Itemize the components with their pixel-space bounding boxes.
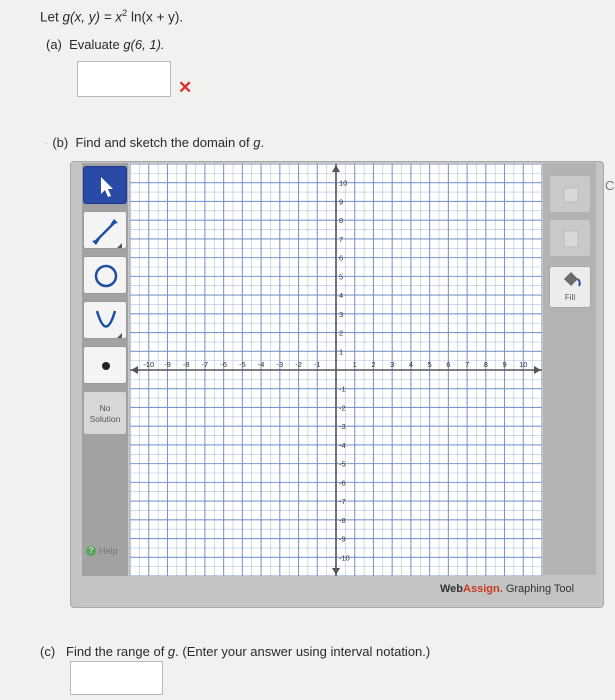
problem-statement: Let g(x, $y) = x^2$ ln(x + y). xyxy=(40,8,184,25)
y-tick-label: -6 xyxy=(339,478,346,488)
x-tick-label: -7 xyxy=(201,360,209,369)
clear-all-button[interactable] xyxy=(549,219,591,257)
x-tick-label: -4 xyxy=(257,360,265,369)
y-tick-label: -4 xyxy=(339,440,346,450)
y-tick-label: 6 xyxy=(339,253,344,263)
part-b-prompt: · (b) Find and sketch the domain of g. xyxy=(44,135,265,150)
delete-tool-button[interactable] xyxy=(549,175,591,213)
part-c-answer-input[interactable] xyxy=(70,661,163,695)
y-tick-label: 10 xyxy=(339,178,348,188)
help-icon: ? xyxy=(86,546,96,556)
no-solution-label-line1: No xyxy=(99,403,111,413)
y-tick-label: -10 xyxy=(339,553,350,563)
webassign-branding: WebAssign. Graphing Tool xyxy=(440,583,575,595)
fill-label: Fill xyxy=(564,293,576,302)
coordinate-grid[interactable] xyxy=(130,164,542,576)
x-tick-label: -10 xyxy=(143,360,155,369)
paint-bucket-icon xyxy=(550,267,592,293)
x-tick-label: 8 xyxy=(483,360,488,369)
help-link[interactable] xyxy=(86,546,118,556)
line-segment-icon xyxy=(84,212,128,250)
x-tick-label: 4 xyxy=(408,360,413,369)
x-axis-arrow-right xyxy=(534,366,541,374)
x-tick-label: -9 xyxy=(164,360,171,369)
no-solution-label-line2: Solution xyxy=(89,414,121,424)
x-tick-label: 5 xyxy=(427,360,432,369)
part-a-answer-input[interactable] xyxy=(77,61,171,97)
eraser-icon xyxy=(550,176,592,214)
x-tick-label: 10 xyxy=(519,360,528,369)
y-tick-label: -7 xyxy=(339,497,346,507)
y-tick-label: 4 xyxy=(339,291,344,301)
y-tick-label: 8 xyxy=(339,216,344,226)
circle-tool-button[interactable] xyxy=(83,256,127,294)
y-tick-label: -1 xyxy=(339,384,346,394)
trash-icon xyxy=(550,220,592,258)
x-tick-label: -2 xyxy=(295,360,302,369)
graph-canvas[interactable] xyxy=(130,164,542,576)
y-axis-arrow-down xyxy=(332,568,340,575)
y-tick-label: -3 xyxy=(339,422,346,432)
y-tick-label: 2 xyxy=(339,328,344,338)
incorrect-x-icon: ✕ xyxy=(178,78,193,97)
y-tick-label: 7 xyxy=(339,234,344,244)
parabola-icon xyxy=(84,302,128,340)
part-a-prompt: (a) Evaluate g(6, 1). xyxy=(46,37,165,52)
y-tick-label: -8 xyxy=(339,515,346,525)
y-tick-label: 3 xyxy=(339,309,344,319)
x-tick-label: -5 xyxy=(239,360,246,369)
y-axis-arrow-up xyxy=(332,165,340,172)
cut-off-text: C xyxy=(605,178,615,193)
part-c-prompt: (c) Find the range of g. (Enter your answer using interval notation.) xyxy=(40,644,431,659)
y-tick-label: -2 xyxy=(339,403,346,413)
y-tick-label: -5 xyxy=(339,459,346,469)
pointer-tool-button[interactable] xyxy=(83,166,127,204)
pointer-icon xyxy=(84,167,128,205)
help-label: Help xyxy=(99,546,118,556)
x-tick-label: 2 xyxy=(371,360,376,369)
bullet-dot: · xyxy=(44,135,49,150)
x-tick-label: -8 xyxy=(182,360,190,369)
no-solution-button[interactable] xyxy=(83,391,127,435)
x-tick-label: 7 xyxy=(465,360,470,369)
y-tick-label: 9 xyxy=(339,197,344,207)
point-tool-button[interactable] xyxy=(83,346,127,384)
parabola-tool-button[interactable] xyxy=(83,301,127,339)
y-tick-label: 1 xyxy=(339,347,344,357)
point-icon xyxy=(84,347,128,385)
x-tick-label: -6 xyxy=(220,360,227,369)
y-tick-label: 5 xyxy=(339,272,344,282)
circle-icon xyxy=(84,257,128,295)
x-tick-label: 1 xyxy=(352,360,357,369)
x-tick-label: 9 xyxy=(502,360,507,369)
y-tick-label: -9 xyxy=(339,534,346,544)
fill-tool-button[interactable] xyxy=(549,266,591,308)
x-tick-label: 3 xyxy=(390,360,395,369)
x-axis-arrow-left xyxy=(131,366,138,374)
line-tool-button[interactable] xyxy=(83,211,127,249)
x-tick-label: -3 xyxy=(276,360,284,369)
x-tick-label: 6 xyxy=(446,360,451,369)
x-tick-label: -1 xyxy=(313,360,321,369)
